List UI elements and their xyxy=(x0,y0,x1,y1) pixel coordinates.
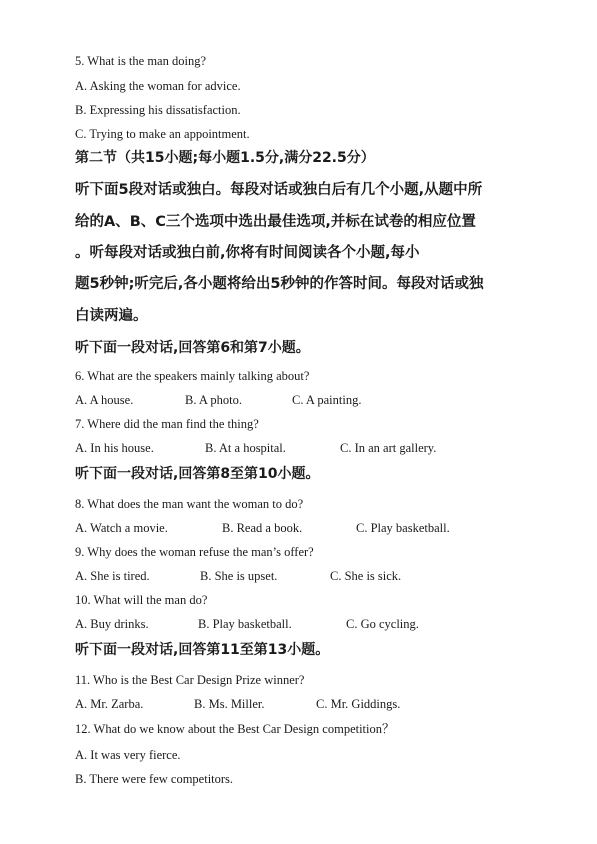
section-title: 第二节（共15小题;每小题1.5分,满分22.5分） xyxy=(75,150,375,166)
q5-option-c: C. Trying to make an appointment. xyxy=(75,127,250,141)
q5-option-a: A. Asking the woman for advice. xyxy=(75,79,241,93)
q7-option-a: A. In his house. xyxy=(75,441,154,455)
section-instructions-line-3: 。听每段对话或独白前,你将有时间阅读各个小题,每小 xyxy=(75,245,420,261)
section-instructions-line-4: 题5秒钟;听完后,各小题将给出5秒钟的作答时间。每段对话或独 xyxy=(75,276,484,292)
q7-option-b: B. At a hospital. xyxy=(205,441,286,455)
q12-option-a: A. It was very fierce. xyxy=(75,748,181,762)
section-instructions-line-1: 听下面5段对话或独白。每段对话或独白后有几个小题,从题中所 xyxy=(75,182,483,198)
q6-option-b: B. A photo. xyxy=(185,393,242,407)
q7-question: 7. Where did the man find the thing? xyxy=(75,417,259,431)
q8-option-a: A. Watch a movie. xyxy=(75,521,168,535)
q10-option-c: C. Go cycling. xyxy=(346,617,419,631)
q11-question: 11. Who is the Best Car Design Prize winner? xyxy=(75,673,305,687)
q10-question: 10. What will the man do? xyxy=(75,593,208,607)
q11-option-c: C. Mr. Giddings. xyxy=(316,697,401,711)
q9-question: 9. Why does the woman refuse the man’s offer? xyxy=(75,545,314,559)
q8-option-b: B. Read a book. xyxy=(222,521,303,535)
q8-question: 8. What does the man want the woman to do? xyxy=(75,497,304,511)
q11-option-b: B. Ms. Miller. xyxy=(194,697,265,711)
q9-option-a: A. She is tired. xyxy=(75,569,150,583)
q12-question: 12. What do we know about the Best Car Design competition？ xyxy=(75,722,395,736)
q5-option-b: B. Expressing his dissatisfaction. xyxy=(75,103,241,117)
q11-option-a: A. Mr. Zarba. xyxy=(75,697,144,711)
group3-heading: 听下面一段对话,回答第11至第13小题。 xyxy=(75,642,330,658)
q7-option-c: C. In an art gallery. xyxy=(340,441,437,455)
group2-heading: 听下面一段对话,回答第8至第10小题。 xyxy=(75,466,320,482)
q5-question: 5. What is the man doing? xyxy=(75,54,206,68)
section-instructions-line-2: 给的A、B、C三个选项中选出最佳选项,并标在试卷的相应位置 xyxy=(75,214,476,230)
q6-option-c: C. A painting. xyxy=(292,393,362,407)
q9-option-c: C. She is sick. xyxy=(330,569,402,583)
q6-question: 6. What are the speakers mainly talking about? xyxy=(75,369,310,383)
q12-option-b: B. There were few competitors. xyxy=(75,772,234,786)
group1-heading: 听下面一段对话,回答第6和第7小题。 xyxy=(75,340,310,356)
q10-option-b: B. Play basketball. xyxy=(198,617,292,631)
q9-option-b: B. She is upset. xyxy=(200,569,278,583)
section-instructions-line-5: 白读两遍。 xyxy=(75,308,148,324)
q10-option-a: A. Buy drinks. xyxy=(75,617,149,631)
q6-option-a: A. A house. xyxy=(75,393,134,407)
q8-option-c: C. Play basketball. xyxy=(356,521,450,535)
